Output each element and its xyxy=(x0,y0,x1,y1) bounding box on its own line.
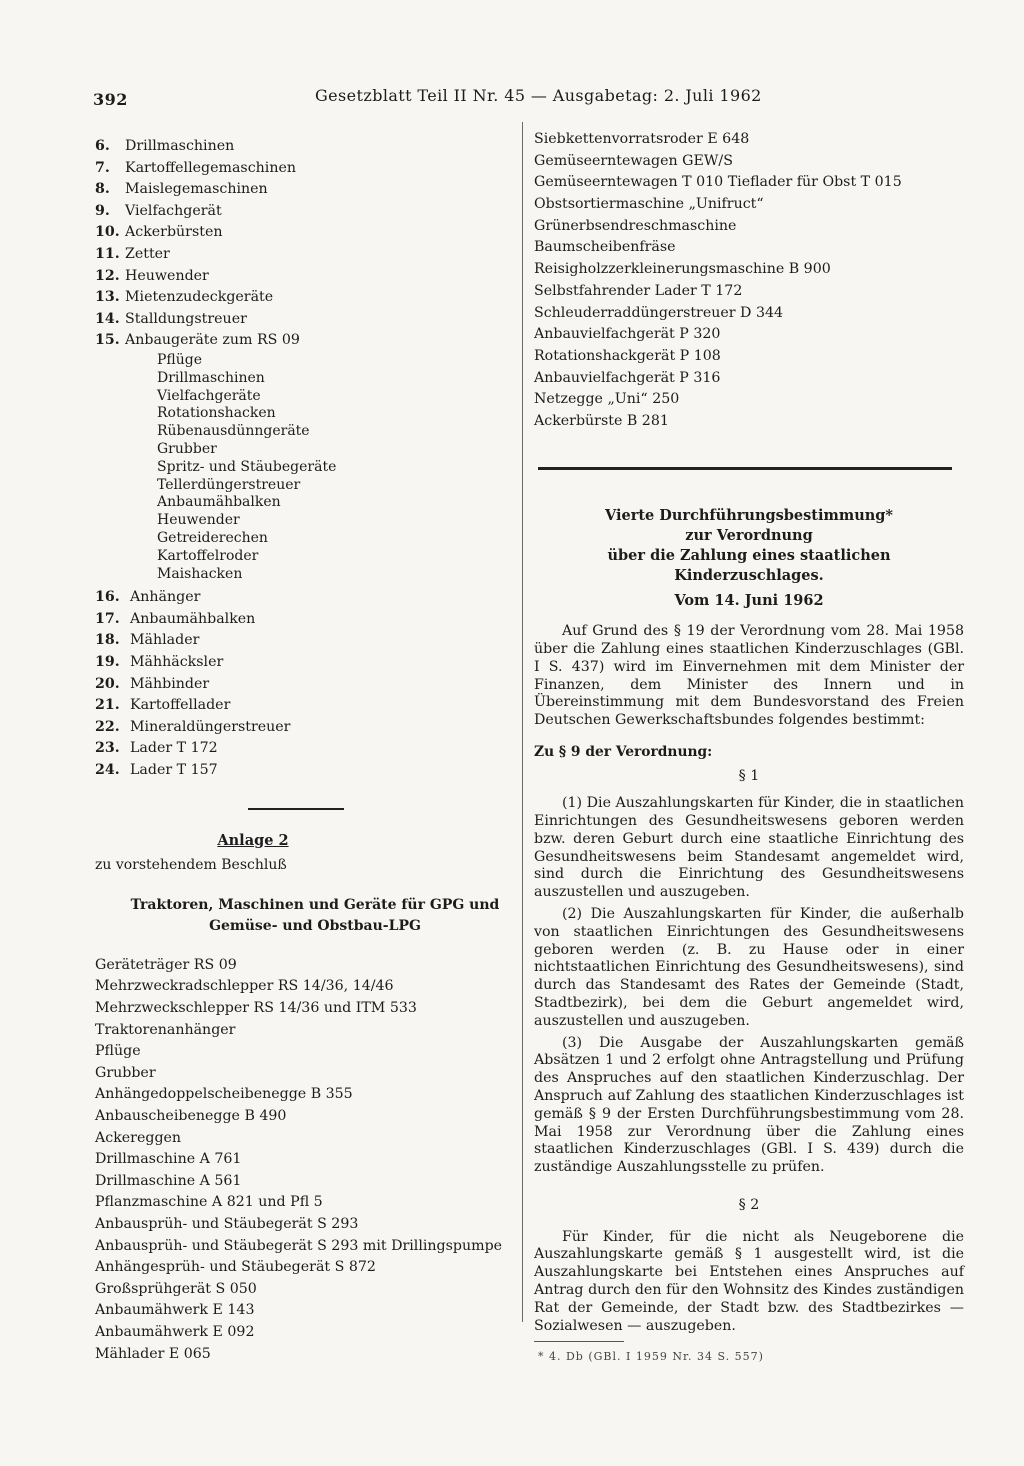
list-item: Mählader E 065 xyxy=(95,1345,211,1362)
preamble: Auf Grund des § 19 der Verordnung vom 28. Mai 1958 über die Zahlung eines staatlichen Kinderzuschlages (GBl. I S. 437) wird im Einvernehmen mit dem Minister der Finanzen, dem Minister des Innern und in Übereinstimmung mit dem Bundesvorstand des Freien Deutschen Gewerkschaftsbundes folgendes bestimmt: xyxy=(534,623,964,729)
list-item: 17. Anbaumähbalken xyxy=(95,610,256,627)
list-item: Traktorenanhänger xyxy=(95,1021,236,1038)
list-item: Pflüge xyxy=(95,1043,141,1060)
paragraph-text: (3) Die Ausgabe der Auszahlungskarten gemäß Absätzen 1 und 2 erfolgt ohne Antragstellung und Prüfung des Anspruches auf den staatlichen Kinderzuschlag. Der Anspruch auf Zahlung des staatlichen Kinderzuschlages ist gemäß § 9 der Ersten Durchführungsbestimmung vom 28. Mai 1958 zur Verordnung über die Zahlung eines staatlichen Kinderzuschlages (GBl. I S. 439) durch die zuständige Auszahlungsstelle zu prüfen. xyxy=(534,1034,964,1176)
list-item: 7. Kartoffellegemaschinen xyxy=(95,159,296,176)
footnote: * 4. Db (GBl. I 1959 Nr. 34 S. 557) xyxy=(538,1350,764,1364)
page-number: 392 xyxy=(93,90,128,109)
list-item: Anbauvielfachgerät P 320 xyxy=(534,326,721,343)
sub-item: Drillmaschinen xyxy=(157,369,265,386)
annex-heading: Traktoren, Maschinen und Geräte für GPG und Gemüse- und Obstbau-LPG xyxy=(130,896,500,934)
sub-item: Rübenausdünngeräte xyxy=(157,423,310,440)
list-item: 16. Anhänger xyxy=(95,589,201,606)
annex-list xyxy=(95,955,515,1365)
list-item: Rotationshackgerät P 108 xyxy=(534,347,721,364)
right-column xyxy=(534,129,964,1368)
sub-item: Getreiderechen xyxy=(157,529,268,546)
equipment-list xyxy=(534,129,964,433)
list-item: 19. Mähhäcksler xyxy=(95,654,224,671)
paragraph-text: (2) Die Auszahlungskarten für Kinder, die außerhalb von staatlichen Einrichtungen des Gesundheitswesens geboren werden (z. B. zu Hause oder in einer nichtstaatlichen Einrichtung des Gesundheitswesens), sind durch das Standesamt des Rates der Gemeinde (Stadt, Stadtbezirk), bei dem die Geburt angemeldet wird, auszustellen und auszugeben. xyxy=(534,905,964,1029)
annex-title: Anlage 2 xyxy=(217,831,289,849)
list-item: Mehrzweckschlepper RS 14/36 und ITM 533 xyxy=(95,1000,417,1017)
section-rule xyxy=(538,467,952,470)
list-item: Anbaumähwerk E 143 xyxy=(95,1302,255,1319)
list-item: Siebkettenvorratsroder E 648 xyxy=(534,131,750,147)
list-item: 14. Stalldungstreuer xyxy=(95,310,247,327)
list-item: Schleuderraddüngerstreuer D 344 xyxy=(534,304,784,321)
sub-item: Kartoffelroder xyxy=(157,547,259,564)
list-item: 12. Heuwender xyxy=(95,267,209,284)
list-item: 20. Mähbinder xyxy=(95,675,210,692)
list-item: 24. Lader T 157 xyxy=(95,762,218,779)
sub-item: Rotationshacken xyxy=(157,405,276,422)
decree-title: Vierte Durchführungsbestimmung* zur Verordnung über die Zahlung eines staatlichen Kinderzuschlages. xyxy=(604,506,894,584)
list-item: Pflanzmaschine A 821 und Pfl 5 xyxy=(95,1194,323,1211)
footnote-rule xyxy=(534,1341,624,1342)
list-item: Ackerbürste B 281 xyxy=(534,412,669,429)
paragraph-text: Für Kinder, für die nicht als Neugeborene die Auszahlungskarte gemäß § 1 ausgestellt wird, ist die Auszahlungskarte bei Entstehen eines Anspruches auf Antrag durch den für den Wohnsitz des Kindes zuständigen Rat der Gemeinde, der Stadt bzw. des Stadtbezirkes — Sozialwesen — auszugeben. xyxy=(534,1228,964,1334)
list-item: Gemüseerntewagen GEW/S xyxy=(534,152,733,169)
paragraph-sign: § 1 xyxy=(738,767,760,784)
list-item: Mehrzweckradschlepper RS 14/36, 14/46 xyxy=(95,978,394,995)
list-item: Grünerbsendreschmaschine xyxy=(534,217,737,234)
header-title: Gesetzblatt Teil II Nr. 45 — Ausgabetag: 2. Juli 1962 xyxy=(315,86,762,105)
list-item: Geräteträger RS 09 xyxy=(95,956,237,973)
numbered-list xyxy=(95,136,515,352)
list-item: Netzegge „Uni“ 250 xyxy=(534,391,680,408)
list-item: 23. Lader T 172 xyxy=(95,740,218,757)
list-item: 18. Mählader xyxy=(95,632,200,649)
list-item: Gemüseerntewagen T 010 Tieflader für Obst T 015 xyxy=(534,174,902,191)
list-item: 6. Drillmaschinen xyxy=(95,138,235,154)
list-item: Grubber xyxy=(95,1064,156,1081)
sub-item: Tellerdüngerstreuer xyxy=(157,476,301,493)
list-item: 8. Maislegemaschinen xyxy=(95,181,268,198)
annex-subtitle: zu vorstehendem Beschluß xyxy=(95,857,287,874)
list-item: Reisigholzzerkleinerungsmaschine B 900 xyxy=(534,261,831,278)
list-item: Anbauscheibenegge B 490 xyxy=(95,1107,287,1124)
section-rule xyxy=(248,808,344,810)
list-item: 13. Mietenzudeckgeräte xyxy=(95,289,274,306)
list-item: 15. Anbaugeräte zum RS 09 xyxy=(95,332,300,349)
list-item: 22. Mineraldüngerstreuer xyxy=(95,718,291,735)
list-item: 21. Kartoffellader xyxy=(95,697,231,714)
sub-list xyxy=(95,352,515,583)
list-item: 9. Vielfachgerät xyxy=(95,202,222,219)
page-header xyxy=(93,82,963,116)
paragraph-text: (1) Die Auszahlungskarten für Kinder, die in staatlichen Einrichtungen des Gesundheitswesens geboren werden bzw. deren Geburt durch eine staatliche Einrichtung des Gesundheitswesens beim Standesamt angemeldet wird, sind durch die Einrichtung des Gesundheitswesens auszustellen und auszugeben. xyxy=(534,795,964,901)
sub-item: Anbaumähbalken xyxy=(157,494,281,511)
list-item: Selbstfahrender Lader T 172 xyxy=(534,282,743,299)
list-item: Anhängedoppelscheibenegge B 355 xyxy=(95,1086,353,1103)
list-item: Obstsortiermaschine „Unifruct“ xyxy=(534,196,764,213)
list-item: 11. Zetter xyxy=(95,245,170,262)
sub-item: Maishacken xyxy=(157,565,243,582)
sub-item: Vielfachgeräte xyxy=(157,387,261,404)
list-item: 10. Ackerbürsten xyxy=(95,224,223,241)
list-item: Baumscheibenfräse xyxy=(534,239,676,256)
sub-item: Pflüge xyxy=(157,351,203,368)
section-heading: Zu § 9 der Verordnung: xyxy=(534,744,713,760)
list-item: Anbausprüh- und Stäubegerät S 293 xyxy=(95,1215,359,1232)
paragraph-sign: § 2 xyxy=(738,1196,760,1213)
list-item: Großsprühgerät S 050 xyxy=(95,1280,257,1297)
left-column xyxy=(95,136,515,1365)
numbered-list-2 xyxy=(95,587,515,781)
list-item: Anbauvielfachgerät P 316 xyxy=(534,369,721,386)
sub-item: Grubber xyxy=(157,440,217,457)
list-item: Ackereggen xyxy=(95,1129,182,1146)
list-item: Drillmaschine A 561 xyxy=(95,1172,242,1189)
list-item: Drillmaschine A 761 xyxy=(95,1151,242,1168)
list-item: Anhängesprüh- und Stäubegerät S 872 xyxy=(95,1259,376,1276)
list-item: Anbaumähwerk E 092 xyxy=(95,1323,255,1340)
list-item: Anbausprüh- und Stäubegerät S 293 mit Drillingspumpe xyxy=(95,1237,503,1254)
column-divider xyxy=(522,122,523,1322)
decree-date: Vom 14. Juni 1962 xyxy=(674,591,824,609)
sub-item: Spritz- und Stäubegeräte xyxy=(157,458,337,475)
sub-item: Heuwender xyxy=(157,512,240,529)
